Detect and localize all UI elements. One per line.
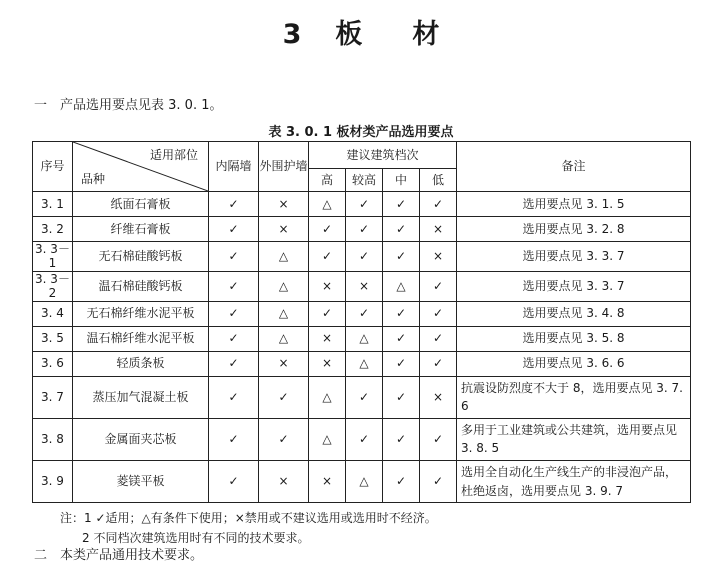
row-seq: 3. 3－2: [33, 271, 73, 301]
table-row: [33, 351, 691, 376]
row-grade-high: ×: [309, 271, 346, 301]
row-grade-low: ✓: [420, 271, 457, 301]
row-grade-higher: △: [346, 326, 383, 351]
row-inner-wall: ✓: [209, 351, 259, 376]
section-2-heading: [34, 544, 203, 563]
row-remark: 抗震设防烈度不大于 8，选用要点见 3. 7. 6: [457, 376, 691, 418]
row-grade-low: ✓: [420, 301, 457, 326]
row-grade-low: ✓: [420, 418, 457, 460]
row-grade-higher: ✓: [346, 301, 383, 326]
row-grade-low: ×: [420, 217, 457, 242]
table-row: [33, 217, 691, 242]
row-grade-medium: ✓: [383, 460, 420, 502]
row-seq: 3. 9: [33, 460, 73, 502]
row-product-name: 菱镁平板: [73, 460, 209, 502]
table-title: 表 3. 0. 1 板材类产品选用要点: [268, 125, 454, 140]
row-grade-low: ✓: [420, 192, 457, 217]
row-product-name: 温石棉硅酸钙板: [73, 271, 209, 301]
row-product-name: 无石棉纤维水泥平板: [73, 301, 209, 326]
row-grade-medium: ✓: [383, 418, 420, 460]
header-grade-group: 建议建筑档次: [309, 142, 457, 169]
table-row: [33, 192, 691, 217]
row-grade-higher: ✓: [346, 192, 383, 217]
row-remark: 选用要点见 3. 6. 6: [457, 351, 691, 376]
row-product-name: 无石棉硅酸钙板: [73, 242, 209, 272]
table-row: [33, 418, 691, 460]
row-grade-high: △: [309, 376, 346, 418]
header-inner-wall: 内隔墙: [209, 142, 259, 192]
row-inner-wall: ✓: [209, 242, 259, 272]
row-outer-wall: ×: [259, 192, 309, 217]
row-seq: 3. 7: [33, 376, 73, 418]
row-grade-high: ×: [309, 326, 346, 351]
chapter-number: 3: [282, 19, 302, 50]
header-grade-low: 低: [420, 169, 457, 192]
row-grade-high: ✓: [309, 217, 346, 242]
row-inner-wall: ✓: [209, 301, 259, 326]
row-remark: 选用要点见 3. 1. 5: [457, 192, 691, 217]
row-outer-wall: ×: [259, 460, 309, 502]
row-grade-medium: ✓: [383, 217, 420, 242]
table-row: [33, 301, 691, 326]
row-grade-high: ×: [309, 460, 346, 502]
row-inner-wall: ✓: [209, 376, 259, 418]
row-grade-high: ✓: [309, 242, 346, 272]
row-grade-low: ✓: [420, 351, 457, 376]
header-grade-medium: 中: [383, 169, 420, 192]
row-grade-higher: △: [346, 460, 383, 502]
row-outer-wall: △: [259, 326, 309, 351]
row-remark: 选用要点见 3. 5. 8: [457, 326, 691, 351]
row-grade-higher: ✓: [346, 242, 383, 272]
row-inner-wall: ✓: [209, 192, 259, 217]
section-2-text: 本类产品通用技术要求。: [60, 548, 204, 563]
row-grade-low: ×: [420, 376, 457, 418]
intro-marker: 一: [34, 98, 48, 113]
row-remark: 选用要点见 3. 3. 7: [457, 271, 691, 301]
row-inner-wall: ✓: [209, 326, 259, 351]
row-grade-low: ×: [420, 242, 457, 272]
header-remarks: 备注: [457, 142, 691, 192]
row-seq: 3. 5: [33, 326, 73, 351]
chapter-title-char-2: 材: [412, 19, 440, 50]
row-remark: 多用于工业建筑或公共建筑，选用要点见 3. 8. 5: [457, 418, 691, 460]
header-grade-high: 高: [309, 169, 346, 192]
row-grade-higher: ✓: [346, 376, 383, 418]
header-diagonal-cell: [73, 142, 209, 192]
row-outer-wall: △: [259, 242, 309, 272]
row-grade-higher: ✓: [346, 217, 383, 242]
row-grade-high: ×: [309, 351, 346, 376]
row-seq: 3. 6: [33, 351, 73, 376]
row-outer-wall: △: [259, 301, 309, 326]
row-outer-wall: ×: [259, 217, 309, 242]
row-inner-wall: ✓: [209, 217, 259, 242]
header-seq: 序号: [33, 142, 73, 192]
chapter-title-char-1: 板: [335, 19, 363, 50]
chapter-title: [0, 12, 722, 51]
row-product-name: 蒸压加气混凝土板: [73, 376, 209, 418]
product-selection-table: [32, 141, 691, 503]
table-row: [33, 242, 691, 272]
row-grade-medium: △: [383, 271, 420, 301]
row-inner-wall: ✓: [209, 418, 259, 460]
row-product-name: 温石棉纤维水泥平板: [73, 326, 209, 351]
row-grade-high: △: [309, 418, 346, 460]
header-outer-wall: 外围护墙: [259, 142, 309, 192]
row-grade-higher: ✓: [346, 418, 383, 460]
row-grade-medium: ✓: [383, 301, 420, 326]
row-grade-medium: ✓: [383, 326, 420, 351]
row-outer-wall: ✓: [259, 376, 309, 418]
row-product-name: 纤维石膏板: [73, 217, 209, 242]
row-seq: 3. 3－1: [33, 242, 73, 272]
row-grade-low: ✓: [420, 326, 457, 351]
note-1: 注：1 ✓适用；△有条件下使用；×禁用或不建议选用或选用时不经济。: [60, 511, 437, 525]
row-seq: 3. 8: [33, 418, 73, 460]
header-grade-higher: 较高: [346, 169, 383, 192]
table-notes: [60, 508, 437, 548]
row-grade-medium: ✓: [383, 351, 420, 376]
row-remark: 选用要点见 3. 3. 7: [457, 242, 691, 272]
row-product-name: 纸面石膏板: [73, 192, 209, 217]
table-row: [33, 460, 691, 502]
section-2-marker: 二: [34, 548, 48, 563]
row-product-name: 金属面夹芯板: [73, 418, 209, 460]
row-remark: 选用要点见 3. 2. 8: [457, 217, 691, 242]
row-grade-medium: ✓: [383, 242, 420, 272]
row-outer-wall: ✓: [259, 418, 309, 460]
row-grade-higher: ×: [346, 271, 383, 301]
row-seq: 3. 2: [33, 217, 73, 242]
row-inner-wall: ✓: [209, 271, 259, 301]
row-inner-wall: ✓: [209, 460, 259, 502]
table-row: [33, 271, 691, 301]
row-seq: 3. 4: [33, 301, 73, 326]
header-variety: 品种: [81, 171, 106, 186]
table-row: [33, 376, 691, 418]
row-seq: 3. 1: [33, 192, 73, 217]
header-applicable-location: 适用部位: [149, 148, 198, 162]
row-grade-high: △: [309, 192, 346, 217]
note-2: 2 不同档次建筑选用时有不同的技术要求。: [82, 531, 310, 545]
row-grade-medium: ✓: [383, 192, 420, 217]
row-grade-medium: ✓: [383, 376, 420, 418]
row-remark: 选用要点见 3. 4. 8: [457, 301, 691, 326]
intro-paragraph: [34, 94, 222, 113]
row-remark: 选用全自动化生产线生产的非浸泡产品，杜绝返卤，选用要点见 3. 9. 7: [457, 460, 691, 502]
row-grade-high: ✓: [309, 301, 346, 326]
row-product-name: 轻质条板: [73, 351, 209, 376]
row-outer-wall: △: [259, 271, 309, 301]
table-row: [33, 326, 691, 351]
row-outer-wall: ×: [259, 351, 309, 376]
row-grade-higher: △: [346, 351, 383, 376]
intro-text: 产品选用要点见表 3. 0. 1。: [60, 98, 223, 113]
row-grade-low: ✓: [420, 460, 457, 502]
